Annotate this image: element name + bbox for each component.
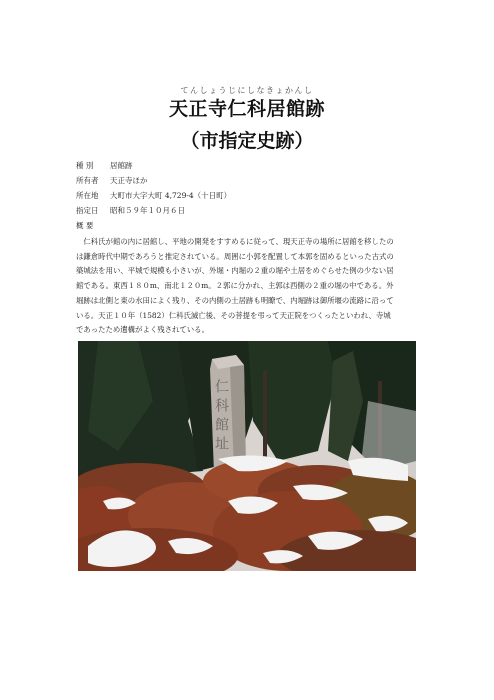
info-row-location [76, 188, 436, 203]
info-table [76, 158, 436, 233]
info-row-owner [76, 173, 436, 188]
summary-line: 館である。東西１８０m、南北１２０m。２郭に分かれ、主郭は西側の２重の堀の中である。外 [76, 281, 394, 291]
info-label: 所有者 [76, 176, 99, 185]
info-value: 昭和５９年１０月６日 [110, 206, 185, 215]
info-value: 天正寺ほか [110, 176, 148, 185]
info-label: 所在地 [76, 191, 99, 200]
title-reading: てんしょうじにしなきょかんし [180, 86, 314, 95]
info-value [110, 218, 436, 233]
stone-monument [210, 355, 246, 473]
site-photo [78, 341, 416, 571]
summary-line: いる。天正１０年（1582）仁科氏滅亡後、その菩提を弔って天正院をつくったといわれ、寺城 [76, 310, 391, 320]
summary-line: 堀跡は北側と東の水田によく残り、その内側の土居跡も明瞭で、内堀跡は御所堰の流路に沿って [76, 295, 394, 305]
info-label: 概 要 [76, 221, 94, 230]
page-title: 天正寺仁科居館跡 [168, 98, 325, 120]
info-row-date [76, 203, 436, 218]
summary-line: 築城法を用い、平城で規模も小さいが、外堀・内堀の２重の堀や土居をめぐらせた例の少ない居 [76, 266, 394, 276]
summary-line: 仁科氏が館の内に居館し、平地の開発をすすめるに従って、現天正寺の場所に居館を移したの [76, 237, 394, 246]
stone-inscription: 仁科館址 [213, 379, 229, 455]
info-label: 種 別 [76, 161, 94, 170]
info-value: 大町市大字大町 4,729-4（十日町） [110, 191, 232, 200]
info-row-summary-heading [76, 218, 436, 233]
info-row-type [76, 158, 436, 173]
summary-line: は鎌倉時代中期であろうと推定されている。周囲に小郭を配置して本郭を固めるといった古式の [76, 251, 394, 261]
page-subtitle: （市指定史跡） [180, 130, 314, 152]
summary-line: であったため遺構がよく残されている。 [76, 325, 209, 335]
info-value: 居館跡 [110, 161, 133, 170]
info-label: 指定日 [76, 206, 99, 215]
summary-text [76, 235, 421, 338]
